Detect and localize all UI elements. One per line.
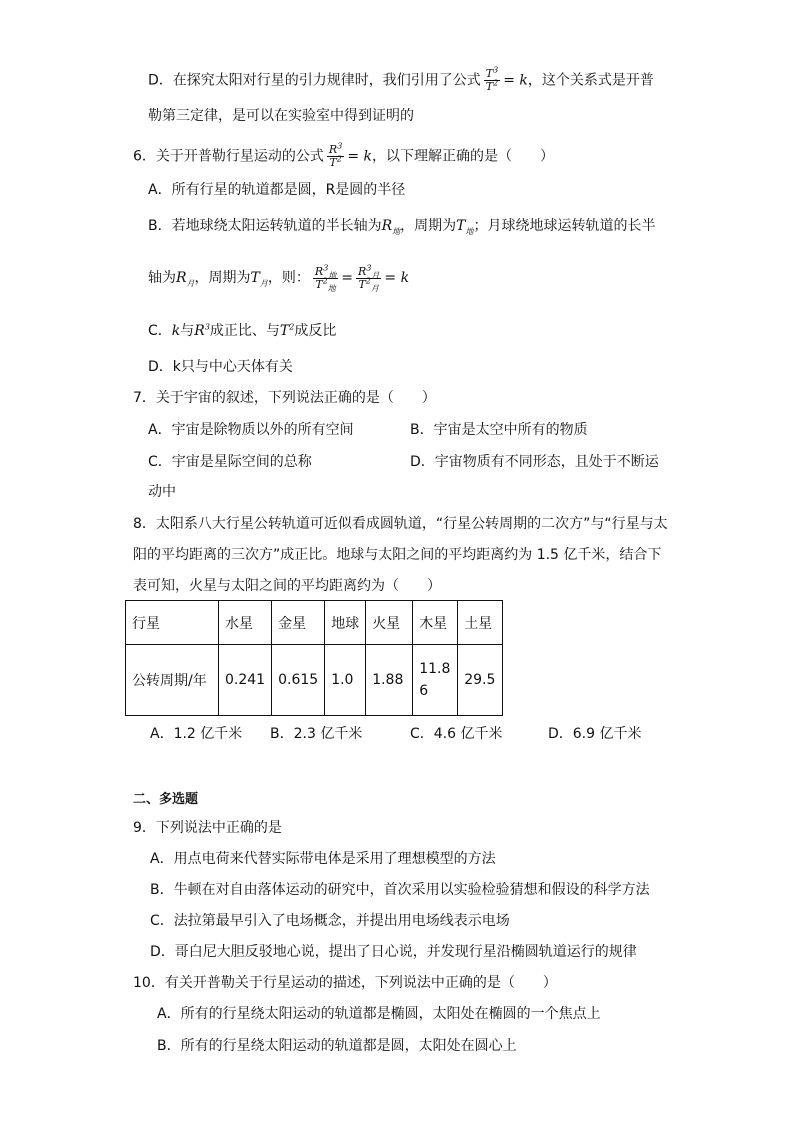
table-cell: 0.615 [272,645,325,716]
q10-option-b: B．所有的行星绕太阳运动的轨道都是圆，太阳处在圆心上 [157,1038,517,1054]
table-header-cell: 行星 [126,601,219,645]
q9-option-d: D．哥白尼大胆反驳地心说，提出了日心说，并发现行星沿椭圆轨道运行的规律 [150,944,637,960]
q5-option-d: D．在探究太阳对行星的引力规律时，我们引用了公式 $\frac{T^3}{T^2}$ = k，这个关系式是开普 [148,65,654,93]
table-header-row [126,601,503,645]
table-cell: 0.241 [219,645,272,716]
q6-option-b: B．若地球绕太阳运转轨道的半长轴为$R_地$，周期为$T_地$；月球绕地球运转轨道的长半 [148,218,656,236]
q7-option-b: B．宇宙是太空中所有的物质 [410,422,588,438]
table-header-cell: 火星 [366,601,413,645]
formula-earth-ratio: $\frac{R^3_地}{T^2_地}$ [314,262,337,293]
q6-option-a: A．所有行星的轨道都是圆，R是圆的半径 [148,182,406,198]
table-cell: 1.0 [325,645,366,716]
q9-option-b: B．牛顿在对自由落体运动的研究中，首次采用以实验检验猜想和假设的科学方法 [150,882,650,898]
table-header-cell: 土星 [458,601,503,645]
table-row-label: 公转周期/年 [126,645,219,716]
q7-option-d: D．宇宙物质有不同形态，且处于不断运 [410,454,659,470]
table-cell: 1.88 [366,645,413,716]
table-row [126,645,503,716]
table-cell-jupiter: 11.8 6 [413,645,458,716]
formula-t3-over-t2: $\frac{T^3}{T^2}$ [485,65,499,93]
table-header-cell: 木星 [413,601,458,645]
q7-option-d-line2: 动中 [148,484,176,500]
q8-option-a: A．1.2 亿千米 [150,726,243,742]
q7-option-a: A．宇宙是除物质以外的所有空间 [148,422,354,438]
table-cell: 29.5 [458,645,503,716]
q9-option-c: C．法拉第最早引入了电场概念，并提出用电场线表示电场 [150,913,510,929]
q10-stem: 10．有关开普勒关于行星运动的描述，下列说法中正确的是（ ） [133,975,557,991]
q7-option-c: C．宇宙是星际空间的总称 [148,454,312,470]
planet-period-table [125,600,503,716]
section-title: 二、多选题 [133,792,199,807]
q6-option-b-line2: 轴为$R_月$，周期为$T_月$，则： $\frac{R^3_地}{T^2_地}$ = $\frac{R^3_月}{T^2_月}$ = k [148,262,410,293]
table-header-cell: 地球 [325,601,366,645]
q7-stem: 7．关于宇宙的叙述，下列说法正确的是（ ） [133,390,436,406]
q10-option-a: A．所有的行星绕太阳运动的轨道都是椭圆，太阳处在椭圆的一个焦点上 [157,1006,601,1022]
formula-r3-over-t2: $\frac{R^3}{T^2}$ [328,141,343,169]
q8-stem-line3: 表可知，火星与太阳之间的平均距离约为（ ） [133,578,441,594]
q8-option-d: D．6.9 亿千米 [548,726,642,742]
formula-moon-ratio: $\frac{R^3_月}{T^2_月}$ [358,262,380,293]
q8-option-c: C．4.6 亿千米 [410,726,503,742]
q8-stem-line1: 8．太阳系八大行星公转轨道可近似看成圆轨道，“行星公转周期的二次方”与“行星与太 [133,516,668,532]
table-header-cell: 金星 [272,601,325,645]
q9-option-a: A．用点电荷来代替实际带电体是采用了理想模型的方法 [150,851,496,867]
q9-stem: 9．下列说法中正确的是 [133,820,282,836]
q8-stem-line2: 阳的平均距离的三次方”成正比。地球与太阳之间的平均距离约为 1.5 亿千米，结合下 [133,547,662,563]
table-header-cell: 水星 [219,601,272,645]
q5-option-d-line2: 勒第三定律，是可以在实验室中得到证明的 [148,108,414,124]
q6-stem: 6．关于开普勒行星运动的公式 $\frac{R^3}{T^2}$ = k，以下理解正确的是（ ） [133,141,554,169]
q6-option-d: D．k只与中心天体有关 [148,359,293,375]
q6-option-c: C．k与$R^3$成正比、与$T^2$成反比 [148,322,337,339]
q8-option-b: B．2.3 亿千米 [270,726,363,742]
